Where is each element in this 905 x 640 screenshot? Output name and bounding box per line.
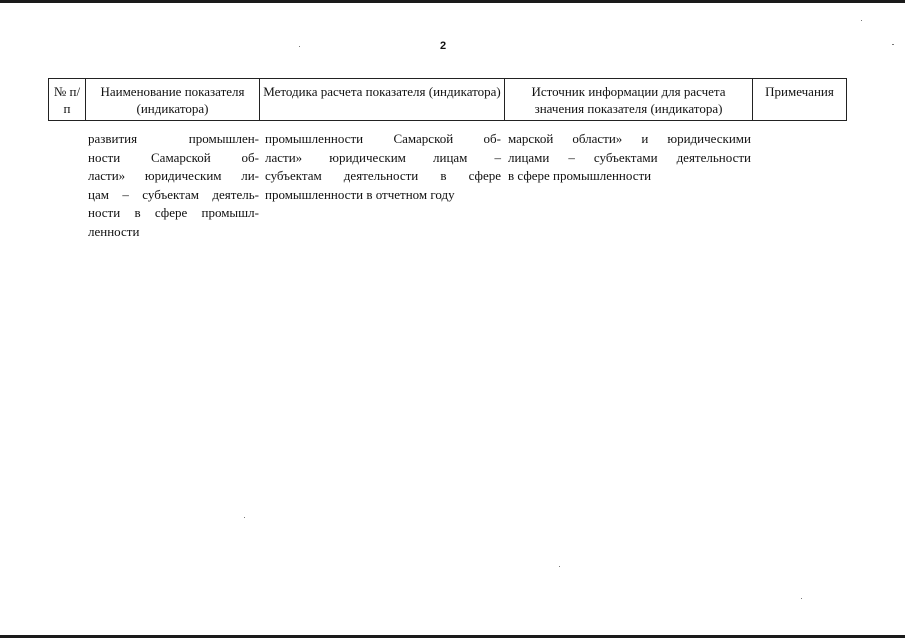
indicator-name-line: цам – субъектам деятель-	[88, 186, 259, 202]
scan-speck	[559, 566, 560, 567]
indicator-table-header	[48, 78, 847, 121]
page-number: 2	[439, 40, 447, 52]
information-source-line: в сфере промышленности	[508, 168, 652, 184]
column-header-number: № п/п	[49, 79, 86, 121]
indicator-name-line: ности Самарской об-	[88, 149, 259, 165]
scan-speck	[244, 517, 245, 518]
calculation-method-line: промышленности Самарской об-	[265, 131, 501, 146]
table-header-row	[49, 79, 847, 121]
calculation-method-line: промышленности в отчетном году	[265, 186, 455, 202]
calculation-method-line: ласти» юридическим лицам –	[265, 149, 501, 165]
scan-speck	[801, 598, 802, 599]
scan-border-top	[0, 0, 905, 3]
column-header-indicator-name: Наименование показателя (индикатора)	[86, 79, 260, 121]
indicator-name-line: ности в сфере промышл-	[88, 205, 259, 221]
column-header-information-source: Источник информации для расчета значения показателя (индикатора)	[505, 79, 753, 121]
scan-border-bottom	[0, 635, 905, 638]
indicator-name-line: ленности	[88, 223, 140, 239]
information-source-line: марской области» и юридическими	[508, 131, 751, 146]
calculation-method-line: субъектам деятельности в сфере	[265, 168, 501, 184]
scan-speck	[861, 20, 862, 21]
indicator-name-line: развития промышлен-	[88, 131, 259, 146]
calculation-method-cell	[265, 130, 501, 204]
information-source-line: лицами – субъектами деятельности	[508, 149, 751, 165]
column-header-notes: Примечания	[753, 79, 847, 121]
column-header-calculation-method: Методика расчета показателя (индикатора)	[260, 79, 505, 121]
scan-speck	[892, 44, 894, 45]
scan-speck	[299, 46, 300, 47]
indicator-name-line: ласти» юридическим ли-	[88, 168, 259, 184]
indicator-name-cell	[88, 130, 259, 242]
information-source-cell	[508, 130, 751, 186]
